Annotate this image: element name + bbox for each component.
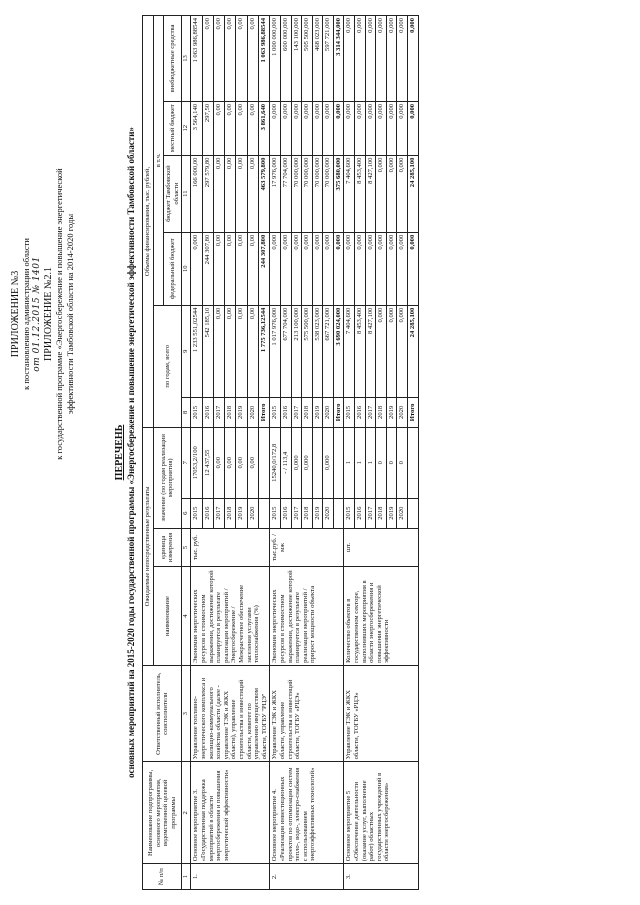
finance-federal: 0,000: [344, 232, 355, 305]
decree-reference: к постановлению администрации области: [21, 238, 31, 390]
result-value: 0,00: [225, 427, 236, 498]
finance-local: 0,00: [213, 101, 224, 155]
result-value: 1: [365, 427, 376, 498]
finance-year: 2018: [376, 397, 387, 427]
total-local: 0,000: [333, 101, 344, 155]
header-result-value: значение (по годам реализации мероприятия): [153, 427, 182, 528]
finance-federal: 0,000: [376, 232, 387, 305]
result-value: 12 437,55: [202, 427, 213, 498]
finance-total: 575 500,000: [302, 305, 313, 397]
measures-table: [142, 15, 419, 890]
col-num: 6: [182, 498, 191, 528]
result-year: 2016: [280, 498, 291, 528]
finance-regional: 8 427,100: [365, 155, 376, 232]
finance-extra: 1 000 000,000: [270, 16, 281, 102]
finance-total: 0,00: [213, 305, 224, 397]
result-value: 0,00: [247, 427, 258, 498]
total-federal: 0,000: [408, 232, 419, 305]
finance-year: 2015: [191, 397, 202, 427]
finance-local: 297,50: [202, 101, 213, 155]
finance-year: 2015: [270, 397, 281, 427]
finance-local: 0,000: [344, 101, 355, 155]
result-unit: тыс.руб. /мж: [270, 528, 344, 567]
finance-extra: 0,00: [236, 16, 247, 102]
col-num: 3: [182, 665, 191, 762]
col-num: 10: [182, 232, 191, 305]
header-finance: Объемы финансирования, тыс. рублей,: [143, 16, 154, 428]
measure-name: Основное мероприятие 4. «Реализация инвестиционных проектов по оптимизации систем тепло-, водо-, электро-снабжения с использованием энергоэффективных технологий»: [270, 762, 344, 864]
measure-name: Основное мероприятие 3. «Государственная поддержка мероприятий в области энергосбережения и повышения энергетической эффективности»: [191, 762, 270, 864]
finance-local: 0,000: [386, 101, 397, 155]
finance-federal: 0,00: [236, 232, 247, 305]
result-value: 0: [386, 427, 397, 498]
finance-total: 667 721,000: [323, 305, 334, 397]
header-including: в т.ч.: [153, 16, 164, 306]
result-value-empty: [408, 427, 419, 498]
finance-extra: 0,000: [365, 16, 376, 102]
result-value-empty: [258, 427, 269, 498]
finance-total: 8 453,400: [355, 305, 366, 397]
header-results: Ожидаемые непосредственные результаты: [143, 427, 154, 665]
total-regional: 375 680,000: [333, 155, 344, 232]
finance-federal: 0,000: [291, 232, 302, 305]
result-value: 0,000: [291, 427, 302, 498]
finance-year: 2019: [386, 397, 397, 427]
measure-executor: Управление топливно-энергетического комплекса и жилищно-коммунального хозяйства области (далее - управление ТЭК и ЖКХ области), управление строительства и инвестиций области, комитет по управлению имуществом области, ТОГБУ "РЦЭ": [191, 665, 270, 762]
finance-federal: 0,000: [397, 232, 408, 305]
total-sum: 24 285,100: [408, 305, 419, 397]
col-num: 7: [182, 427, 191, 498]
finance-federal: 0,000: [355, 232, 366, 305]
col-num: 8: [182, 397, 191, 427]
result-value: 0,00: [213, 427, 224, 498]
total-local: 0,000: [408, 101, 419, 155]
finance-year: 2019: [236, 397, 247, 427]
result-year: 2019: [386, 498, 397, 528]
result-name: Экономия энергетических ресурсов в стоимостном выражении, достижение которой планируется в результате реализации мероприятий / Энергосбережение / Межрасчетное обеспечение заселения услугами теплоснабжения (%): [191, 567, 270, 666]
header-extra: внебюджетные средства: [164, 16, 182, 102]
header-result-unit: единица измерения: [153, 528, 182, 567]
attachment-header: [10, 34, 76, 594]
col-num: 1: [182, 864, 191, 890]
finance-total: 0,000: [376, 305, 387, 397]
finance-extra: 0,000: [344, 16, 355, 102]
finance-federal: 0,000: [280, 232, 291, 305]
finance-total: 538 023,000: [312, 305, 323, 397]
result-year: 2019: [312, 498, 323, 528]
finance-regional: 0,00: [213, 155, 224, 232]
finance-extra: 143 100,000: [291, 16, 302, 102]
result-value: 17053,2/100: [191, 427, 202, 498]
result-year-empty: [408, 498, 419, 528]
finance-regional: 297 579,80: [202, 155, 213, 232]
measure-executor: Управление ТЭК и ЖКХ области, ТОГБУ «РЦЭ»: [344, 665, 418, 762]
header-num: № п/п: [143, 864, 182, 890]
total-federal: 244 307,800: [258, 232, 269, 305]
finance-federal: 0,000: [365, 232, 376, 305]
result-value: 1: [344, 427, 355, 498]
table-row: [344, 16, 355, 890]
result-year-empty: [258, 498, 269, 528]
total-federal: 0,000: [333, 232, 344, 305]
header-result-name: наименование: [153, 567, 182, 666]
finance-regional: 0,000: [397, 155, 408, 232]
result-year: 2018: [376, 498, 387, 528]
finance-year: 2016: [280, 397, 291, 427]
finance-regional: 70 000,000: [323, 155, 334, 232]
result-unit: тыс. руб.: [191, 528, 270, 567]
col-num: 13: [182, 16, 191, 102]
finance-local: 0,000: [270, 101, 281, 155]
measure-executor: Управление ТЭК и ЖКХ области, управление строительства и инвестиций области, ТОГБУ «РЦЭ»: [270, 665, 344, 762]
total-regional: 24 285,100: [408, 155, 419, 232]
measure-name: Основное мероприятие 5 «Обеспечение деятельности (оказание услуг, выполнение работ) областных государственных учреждений в области энергосбережения»: [344, 762, 418, 864]
finance-year: 2015: [344, 397, 355, 427]
finance-year: 2016: [355, 397, 366, 427]
row-number: 3.: [344, 864, 418, 890]
finance-regional: 0,00: [225, 155, 236, 232]
total-label: Итого: [408, 397, 419, 427]
result-value-empty: [333, 427, 344, 498]
finance-federal: 0,000: [270, 232, 281, 305]
finance-local: 0,00: [236, 101, 247, 155]
finance-regional: 7 404,600: [344, 155, 355, 232]
col-num: 12: [182, 101, 191, 155]
finance-federal: 0,000: [312, 232, 323, 305]
finance-total: 0,000: [386, 305, 397, 397]
result-year: 2015: [191, 498, 202, 528]
row-number: 2.: [270, 864, 344, 890]
finance-extra: 0,00: [225, 16, 236, 102]
finance-local: 0,000: [312, 101, 323, 155]
header-name: Наименование подпрограммы, основного мероприятия, ведомственной целевой программы: [143, 762, 182, 864]
result-year: 2017: [213, 498, 224, 528]
finance-total: 7 404,600: [344, 305, 355, 397]
finance-federal: 0,000: [386, 232, 397, 305]
result-year: 2019: [236, 498, 247, 528]
result-value: - / 113,4: [280, 427, 291, 498]
finance-year: 2018: [225, 397, 236, 427]
finance-local: 0,000: [365, 101, 376, 155]
result-name: Экономия энергетических ресурсов в стоимостном выражении, достижение которой планируется в результате реализации мероприятий / прирост мощности объекта: [270, 567, 344, 666]
header-regional: бюджет Тамбовской области: [164, 155, 182, 232]
finance-year: 2018: [302, 397, 313, 427]
finance-total: 0,00: [247, 305, 258, 397]
finance-regional: 70 000,000: [312, 155, 323, 232]
finance-federal: 0,000: [302, 232, 313, 305]
finance-year: 2020: [397, 397, 408, 427]
col-num: 11: [182, 155, 191, 232]
finance-total: 677 704,000: [280, 305, 291, 397]
finance-federal: 0,000: [323, 232, 334, 305]
finance-regional: 77 704,000: [280, 155, 291, 232]
finance-local: 0,00: [225, 101, 236, 155]
finance-total: 0,000: [397, 305, 408, 397]
finance-extra: 597 721,000: [323, 16, 334, 102]
finance-regional: 0,00: [247, 155, 258, 232]
table-body: [191, 16, 418, 890]
finance-federal: 0,00: [225, 232, 236, 305]
result-name: Количество объектов в государственном секторе, выполнивших мероприятия в области энергосбережения и повышения энергетической эффективности: [344, 567, 418, 666]
result-year: 2020: [397, 498, 408, 528]
total-label: Итого: [333, 397, 344, 427]
finance-total: 0,00: [236, 305, 247, 397]
col-num: 9: [182, 305, 191, 397]
finance-local: 0,000: [323, 101, 334, 155]
col-num: 2: [182, 762, 191, 864]
result-value: 0: [397, 427, 408, 498]
finance-total: 0,00: [225, 305, 236, 397]
total-label: Итого: [258, 397, 269, 427]
finance-year: 2020: [247, 397, 258, 427]
finance-extra: 0,00: [247, 16, 258, 102]
result-year: 2020: [247, 498, 258, 528]
finance-year: 2017: [365, 397, 376, 427]
finance-extra: 1 063 986,88544: [191, 16, 202, 102]
column-numbers-row: [182, 16, 191, 890]
header-federal: федеральный бюджет: [164, 232, 182, 305]
total-extra: 1 063 986,88544: [258, 16, 269, 102]
total-sum: 1 775 736,12544: [258, 305, 269, 397]
result-value: 1: [355, 427, 366, 498]
finance-local: 0,000: [397, 101, 408, 155]
result-unit: шт.: [344, 528, 418, 567]
finance-federal: 0,00: [213, 232, 224, 305]
finance-local: 0,000: [291, 101, 302, 155]
header-by-year: по годам, всего: [153, 305, 182, 427]
col-num: 5: [182, 528, 191, 567]
table-row: [270, 16, 281, 890]
result-value: [312, 427, 323, 498]
header-local: местный бюджет: [164, 101, 182, 155]
total-sum: 3 690 024,000: [333, 305, 344, 397]
row-number: 1.: [191, 864, 270, 890]
result-year: 2016: [355, 498, 366, 528]
result-year: 2018: [302, 498, 313, 528]
header-executor: Ответственный исполнитель, соисполнители: [143, 665, 182, 762]
finance-total: 1 017 976,000: [270, 305, 281, 397]
finance-year: 2019: [312, 397, 323, 427]
table-row: [191, 16, 202, 890]
finance-extra: 0,000: [376, 16, 387, 102]
finance-year: 2016: [202, 397, 213, 427]
finance-local: 0,000: [355, 101, 366, 155]
finance-total: 1 233 551,02544: [191, 305, 202, 397]
finance-federal: 0,000: [191, 232, 202, 305]
col-num: 4: [182, 567, 191, 666]
finance-extra: 0,00: [213, 16, 224, 102]
finance-year: 2020: [323, 397, 334, 427]
finance-regional: 70 000,000: [302, 155, 313, 232]
document-subtitle: основных мероприятий на 2015-2020 годы государственной программы «Энергосбережение и повышение энергетической эффективности Тамбовской области»: [126, 127, 136, 778]
document-title: ПЕРЕЧЕНЬ: [114, 424, 125, 481]
total-regional: 463 579,800: [258, 155, 269, 232]
finance-extra: 0,000: [397, 16, 408, 102]
finance-regional: 17 976,000: [270, 155, 281, 232]
finance-extra: 468 023,000: [312, 16, 323, 102]
finance-federal: 0,00: [247, 232, 258, 305]
total-extra: 3 314 344,000: [333, 16, 344, 102]
finance-extra: 0,000: [386, 16, 397, 102]
finance-total: 213 100,000: [291, 305, 302, 397]
finance-local: 3 564,140: [191, 101, 202, 155]
finance-year: 2017: [213, 397, 224, 427]
result-value: 0,000: [323, 427, 334, 498]
finance-regional: 0,000: [386, 155, 397, 232]
result-value: 0,00: [236, 427, 247, 498]
finance-extra: 0,000: [355, 16, 366, 102]
decree-date-handwritten: от 01.12.2015 № 1401: [32, 256, 42, 372]
finance-local: 0,000: [302, 101, 313, 155]
result-value: 0,000: [302, 427, 313, 498]
finance-extra: 505 500,000: [302, 16, 313, 102]
finance-regional: 70 000,000: [291, 155, 302, 232]
result-year: 2015: [270, 498, 281, 528]
finance-total: 8 427,100: [365, 305, 376, 397]
result-year: 2017: [365, 498, 376, 528]
attachment-number: ПРИЛОЖЕНИЕ №3: [10, 270, 21, 358]
finance-extra: 0,00: [202, 16, 213, 102]
finance-regional: 0,00: [236, 155, 247, 232]
result-year: 2016: [202, 498, 213, 528]
finance-regional: 0,000: [376, 155, 387, 232]
finance-total: 542 185,10: [202, 305, 213, 397]
result-value: 0: [376, 427, 387, 498]
finance-regional: 8 453,400: [355, 155, 366, 232]
program-reference-2: эффективности Тамбовской области на 2014-2020 годы: [65, 213, 75, 415]
total-local: 3 861,640: [258, 101, 269, 155]
finance-extra: 600 000,000: [280, 16, 291, 102]
result-year: 2020: [323, 498, 334, 528]
finance-local: 0,000: [280, 101, 291, 155]
program-reference-1: к государственной программе «Энергосбережение и повышение энергетической: [54, 168, 64, 460]
finance-regional: 166 000,00: [191, 155, 202, 232]
result-year: 2017: [291, 498, 302, 528]
result-year: 2015: [344, 498, 355, 528]
result-value: 15240,0/172,8: [270, 427, 281, 498]
total-extra: 0,000: [408, 16, 419, 102]
finance-local: 0,000: [376, 101, 387, 155]
finance-local: 0,00: [247, 101, 258, 155]
result-year: 2018: [225, 498, 236, 528]
appendix-number: ПРИЛОЖЕНИЕ №2.1: [43, 267, 54, 361]
result-year-empty: [333, 498, 344, 528]
finance-federal: 244 307,80: [202, 232, 213, 305]
finance-year: 2017: [291, 397, 302, 427]
